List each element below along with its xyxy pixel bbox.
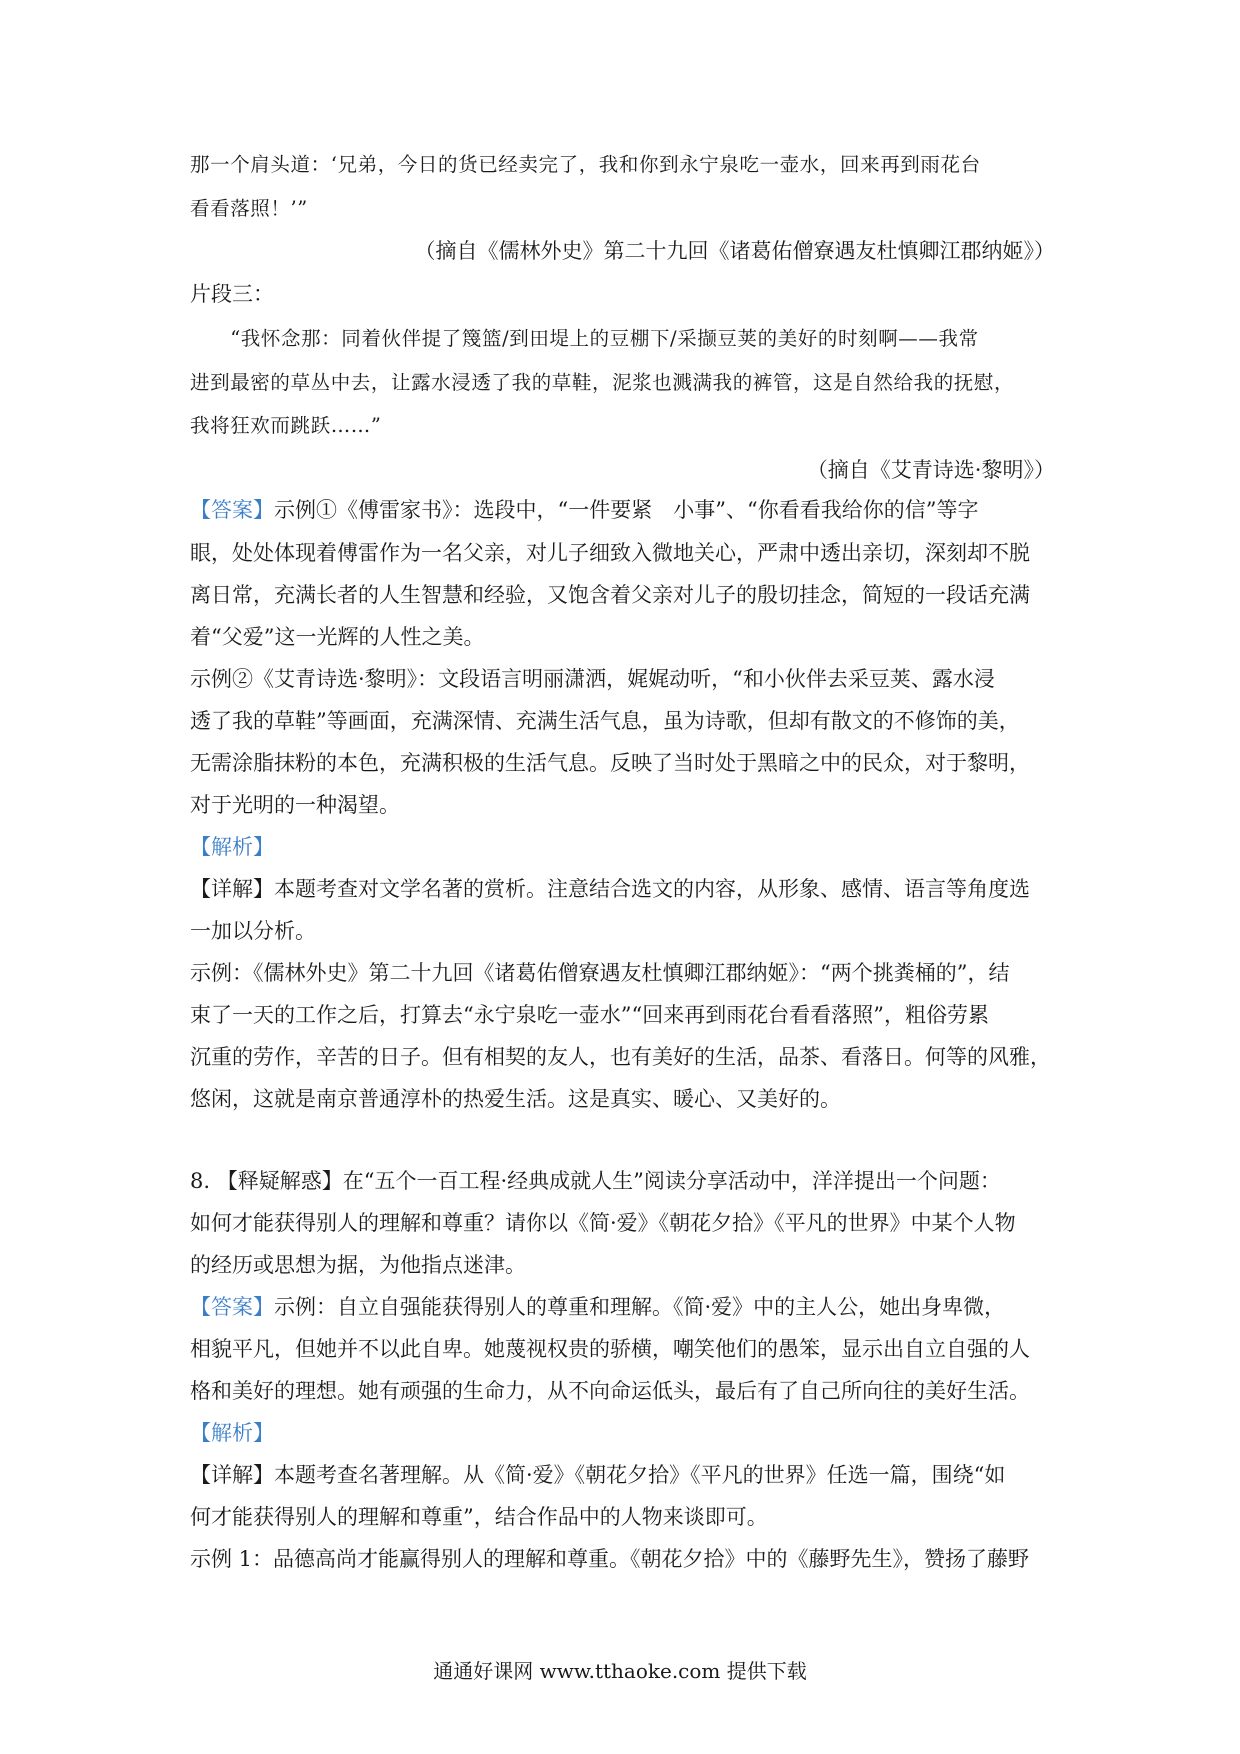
line-text: 悠闲，这就是南京普通淳朴的热爱生活。这是真实、暖心、又美好的。 [190,1087,841,1111]
text-line [190,1544,1060,1574]
line-text: 着“父爱”这一光辉的人性之美。 [190,625,485,649]
text-line [190,748,1060,778]
line-text: 【详解】本题考查名著理解。从《简·爱》《朝花夕拾》《平凡的世界》任选一篇，围绕“如 [190,1463,1006,1487]
line-text: 进到最密的草丛中去，让露水浸透了我的草鞋，泥浆也溅满我的裤管，这是自然给我的抚慰， [190,371,1015,394]
line-text: 看看落照！’” [190,197,308,220]
text-line [190,664,1060,694]
text-line [190,706,1060,736]
line-text: “我怀念那：同着伙伴提了篾篮/到田堤上的豆棚下/采撷豆荚的美好的时刻啊——我常 [190,327,979,350]
text-line [190,194,1060,224]
page-footer: 通通好课网 www.tthaoke.com 提供下载 [433,1659,807,1683]
line-text: （摘自《艾青诗选·黎明》） [806,458,1055,482]
text-line [190,874,1060,904]
text-line [190,1000,1060,1030]
text-line [190,411,1060,441]
text-line [190,1042,1060,1072]
text-line [190,1460,1060,1490]
text-line [190,1208,1060,1238]
section-tag: 【解析】 [190,835,274,859]
text-line [190,832,1060,862]
text-line [190,368,1060,398]
line-text: 对于光明的一种渴望。 [190,793,400,817]
text-line [190,455,1055,485]
line-text: 沉重的劳作，辛苦的日子。但有相契的友人，也有美好的生活，品茶、看落日。何等的风雅， [190,1045,1051,1069]
text-line [190,1376,1060,1406]
line-text: 透了我的草鞋”等画面，充满深情、充满生活气息，虽为诗歌，但却有散文的不修饰的美， [190,709,1020,733]
line-text: 示例：自立自强能获得别人的尊重和理解。《简·爱》中的主人公，她出身卑微， [274,1295,1006,1319]
text-line [190,1084,1060,1114]
line-text: 那一个肩头道：‘兄弟，今日的货已经卖完了，我和你到永宁泉吃一壶水，回来再到雨花台 [190,153,981,176]
text-line [190,495,1060,525]
text-line [190,1166,1060,1196]
text-line [190,580,1060,610]
line-text: 相貌平凡，但她并不以此自卑。她蔑视权贵的骄横，嘲笑他们的愚笨，显示出自立自强的人 [190,1337,1030,1361]
text-line [190,150,1060,180]
text-line [190,236,1055,266]
line-text: （摘自《儒林外史》第二十九回《诸葛佑僧寮遇友杜慎卿江郡纳姬》） [414,239,1055,263]
line-text: 如何才能获得别人的理解和尊重？请你以《简·爱》《朝花夕拾》《平凡的世界》中某个人物 [190,1211,1016,1235]
line-text: 一加以分析。 [190,919,316,943]
section-tag: 【解析】 [190,1421,274,1445]
text-line [190,1292,1060,1322]
line-text: 眼，处处体现着傅雷作为一名父亲，对儿子细致入微地关心，严肃中透出亲切，深刻却不脱 [190,541,1030,565]
line-text: 8. 【释疑解惑】在“五个一百工程·经典成就人生”阅读分享活动中，洋洋提出一个问题： [190,1169,1001,1193]
text-line [190,1502,1060,1532]
text-line [190,1250,1060,1280]
line-text: 示例：《儒林外史》第二十九回《诸葛佑僧寮遇友杜慎卿江郡纳姬》：“两个挑粪桶的”，结 [190,961,1010,985]
line-text: 无需涂脂抹粉的本色，充满积极的生活气息。反映了当时处于黑暗之中的民众，对于黎明， [190,751,1030,775]
section-tag: 【答案】 [190,1295,274,1319]
text-line [190,1418,1060,1448]
line-text: 示例①《傅雷家书》：选段中，“一件要紧 小事”、“你看看我给你的信”等字 [274,498,979,522]
text-line [190,279,1060,309]
text-line [190,1334,1060,1364]
text-line [190,790,1060,820]
line-text: 束了一天的工作之后，打算去“永宁泉吃一壶水”“回来再到雨花台看看落照”，粗俗劳累 [190,1003,989,1027]
line-text: 示例 1：品德高尚才能赢得别人的理解和尊重。《朝花夕拾》中的《藤野先生》，赞扬了藤野 [190,1547,1030,1571]
line-text: 离日常，充满长者的人生智慧和经验，又饱含着父亲对儿子的殷切挂念，简短的一段话充满 [190,583,1030,607]
text-line [190,622,1060,652]
section-tag: 【答案】 [190,498,274,522]
text-line [190,916,1060,946]
line-text: 的经历或思想为据，为他指点迷津。 [190,1253,526,1277]
line-text: 格和美好的理想。她有顽强的生命力，从不向命运低头，最后有了自己所向往的美好生活。 [190,1379,1030,1403]
line-text: 何才能获得别人的理解和尊重”，结合作品中的人物来谈即可。 [190,1505,768,1529]
line-text: 【详解】本题考查对文学名著的赏析。注意结合选文的内容，从形象、感情、语言等角度选 [190,877,1030,901]
line-text: 片段三： [190,282,274,306]
text-line [190,958,1060,988]
line-text: 示例②《艾青诗选·黎明》：文段语言明丽潇洒，娓娓动听，“和小伙伴去采豆荚、露水浸 [190,667,995,691]
text-line [190,324,1060,354]
text-line [190,538,1060,568]
line-text: 我将狂欢而跳跃……” [190,414,382,437]
